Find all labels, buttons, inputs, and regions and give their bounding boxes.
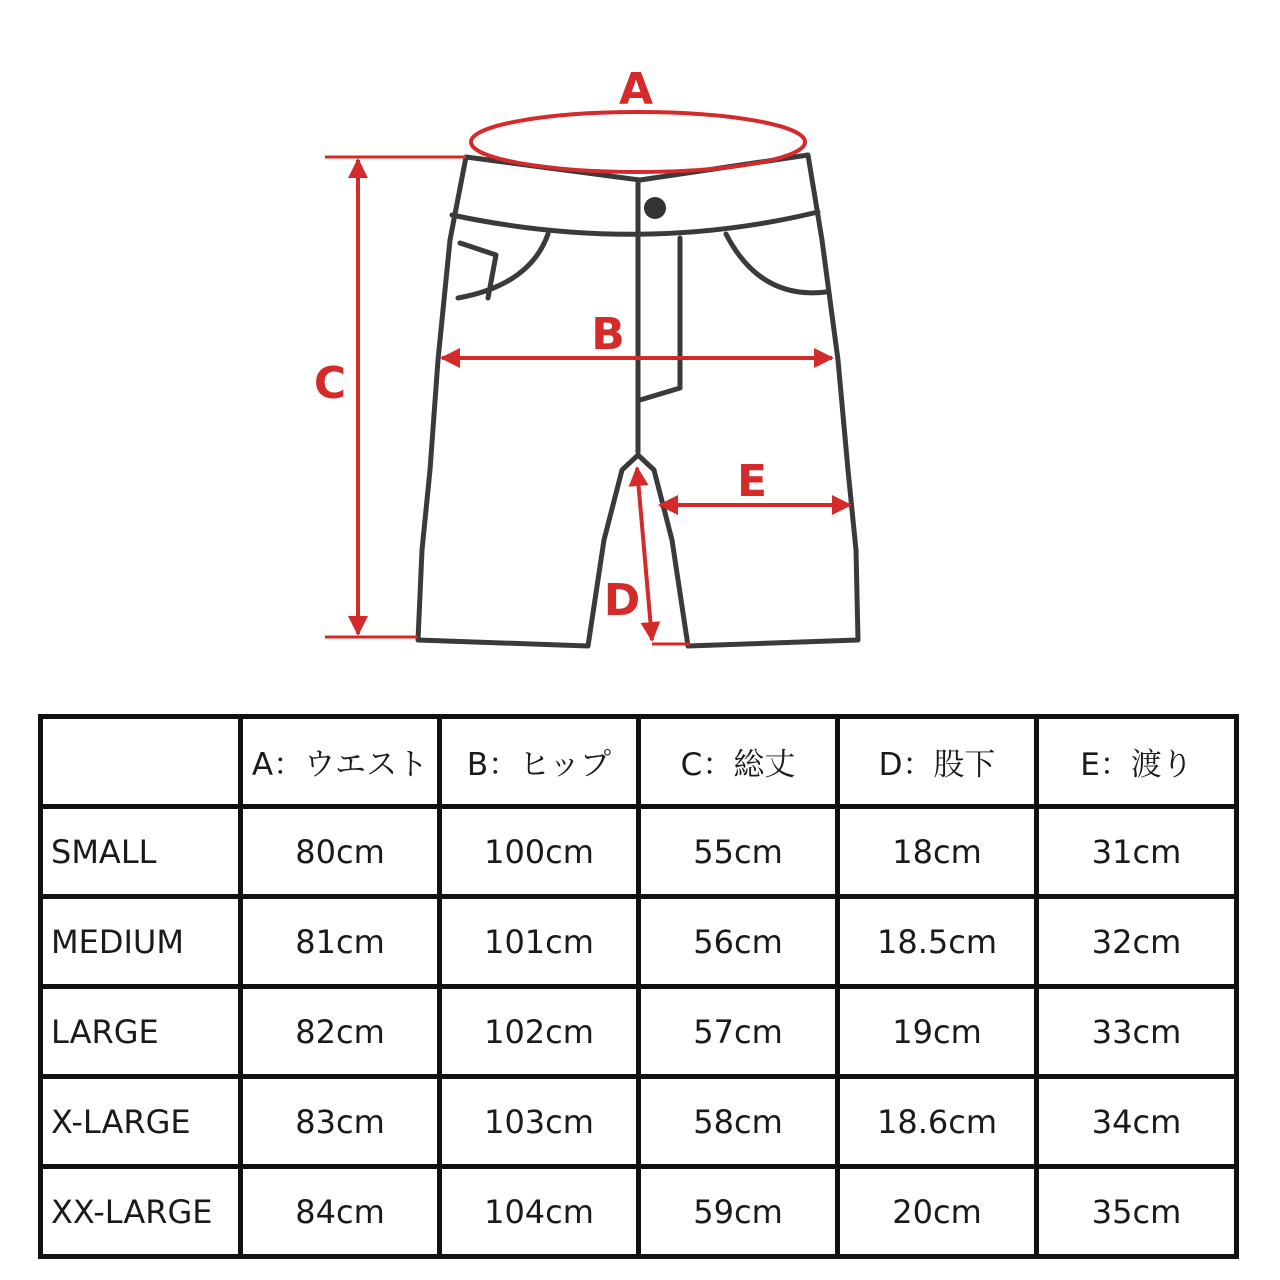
table-row: [41, 897, 1237, 987]
length-cell: 56cm: [639, 897, 838, 987]
thigh-cell: 33cm: [1037, 987, 1237, 1077]
thigh-cell: 32cm: [1037, 897, 1237, 987]
length-cell: 58cm: [639, 1077, 838, 1167]
waist-cell: 82cm: [241, 987, 440, 1077]
thigh-cell: 35cm: [1037, 1167, 1237, 1257]
thigh-cell: 31cm: [1037, 807, 1237, 897]
size-cell: X-LARGE: [41, 1077, 241, 1167]
label-b: B: [591, 309, 625, 360]
waist-cell: 81cm: [241, 897, 440, 987]
waist-cell: 84cm: [241, 1167, 440, 1257]
waist-button: [644, 197, 666, 219]
waist-cell: 83cm: [241, 1077, 440, 1167]
table-row: [41, 1077, 1237, 1167]
length-cell: 59cm: [639, 1167, 838, 1257]
size-cell: LARGE: [41, 987, 241, 1077]
inseam-cell: 18cm: [838, 807, 1037, 897]
table-row: [41, 807, 1237, 897]
length-cell: 57cm: [639, 987, 838, 1077]
size-cell: SMALL: [41, 807, 241, 897]
hip-cell: 101cm: [440, 897, 639, 987]
size-cell: MEDIUM: [41, 897, 241, 987]
header-thigh: E：渡り: [1037, 717, 1237, 807]
thigh-cell: 34cm: [1037, 1077, 1237, 1167]
inseam-cell: 20cm: [838, 1167, 1037, 1257]
hip-cell: 103cm: [440, 1077, 639, 1167]
header-hip: B：ヒップ: [440, 717, 639, 807]
header-total-length: C：総丈: [639, 717, 838, 807]
header-inseam: D：股下: [838, 717, 1037, 807]
length-cell: 55cm: [639, 807, 838, 897]
table-row: [41, 987, 1237, 1077]
inseam-cell: 18.5cm: [838, 897, 1037, 987]
size-chart-table: [38, 714, 1239, 1259]
waist-cell: 80cm: [241, 807, 440, 897]
hip-cell: 100cm: [440, 807, 639, 897]
label-d: D: [603, 575, 641, 626]
inseam-cell: 18.6cm: [838, 1077, 1037, 1167]
inseam-cell: 19cm: [838, 987, 1037, 1077]
size-cell: XX-LARGE: [41, 1167, 241, 1257]
hip-cell: 102cm: [440, 987, 639, 1077]
label-e: E: [736, 456, 768, 507]
label-a: A: [618, 64, 654, 115]
hip-cell: 104cm: [440, 1167, 639, 1257]
table-row: [41, 1167, 1237, 1257]
header-size: [41, 717, 241, 807]
shorts-outline: [418, 155, 858, 646]
table-header-row: [41, 717, 1237, 807]
waist-ellipse: [471, 112, 805, 172]
header-waist: A：ウエスト: [241, 717, 440, 807]
label-c: C: [313, 358, 347, 409]
